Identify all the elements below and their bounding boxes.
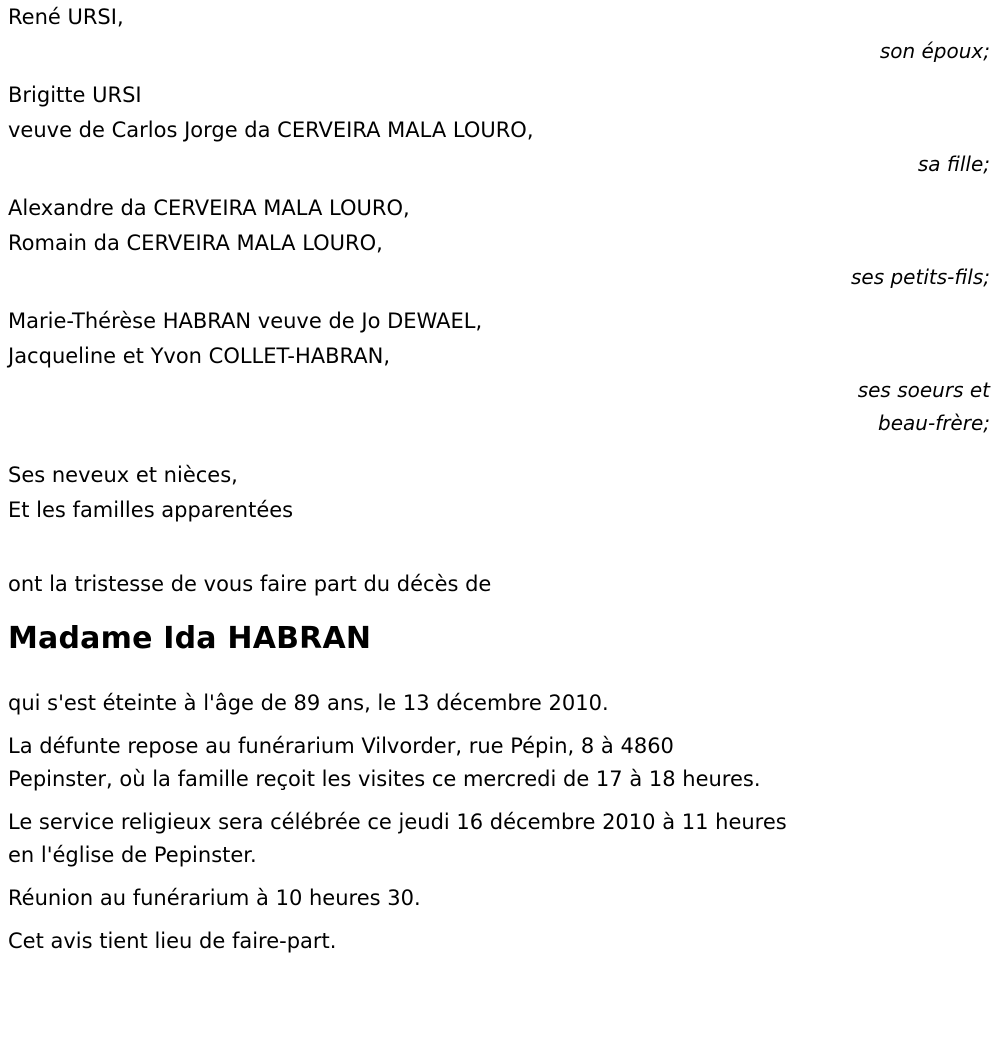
family-member-name: Ses neveux et nièces, <box>8 463 238 487</box>
family-member-name: veuve de Carlos Jorge da CERVEIRA MALA LOURO, <box>8 118 534 142</box>
family-member-name: René URSI, <box>8 5 124 29</box>
family-member-name: Brigitte URSI <box>8 83 142 107</box>
deceased-name: Madame Ida HABRAN <box>8 621 372 656</box>
spacer <box>0 528 1000 568</box>
spacer <box>0 915 1000 925</box>
family-group-others <box>0 458 1000 528</box>
funeral-home-info-continued: Pepinster, où la famille reçoit les visites ce mercredi de 17 à 18 heures. <box>8 767 761 791</box>
spacer <box>0 68 1000 78</box>
relation-label: ses soeurs et <box>857 378 990 402</box>
spacer <box>0 440 1000 458</box>
meeting-info: Réunion au funérarium à 10 heures 30. <box>8 886 421 910</box>
spacer <box>0 796 1000 806</box>
spacer <box>0 659 1000 687</box>
family-group-spouse <box>0 0 1000 68</box>
spacer <box>0 872 1000 882</box>
funeral-home-info: La défunte repose au funérarium Vilvorder, rue Pépin, 8 à 4860 <box>8 734 674 758</box>
relation-label: son époux; <box>879 39 990 63</box>
religious-service-info-continued: en l'église de Pepinster. <box>8 843 257 867</box>
family-group-daughter <box>0 78 1000 181</box>
religious-service-info: Le service religieux sera célébrée ce jeudi 16 décembre 2010 à 11 heures <box>8 810 787 834</box>
family-member-name: Jacqueline et Yvon COLLET-HABRAN, <box>8 344 391 368</box>
family-member-name: Alexandre da CERVEIRA MALA LOURO, <box>8 196 410 220</box>
spacer <box>0 720 1000 730</box>
spacer <box>0 294 1000 304</box>
family-group-grandsons <box>0 191 1000 294</box>
relation-label: sa fille; <box>917 152 990 176</box>
announcement-text: ont la tristesse de vous faire part du décès de <box>8 572 492 596</box>
family-member-name: Marie-Thérèse HABRAN veuve de Jo DEWAEL, <box>8 309 483 333</box>
relation-label: ses petits-fils; <box>850 265 990 289</box>
spacer <box>0 601 1000 619</box>
family-member-name: Romain da CERVEIRA MALA LOURO, <box>8 231 383 255</box>
spacer <box>0 181 1000 191</box>
family-group-sisters <box>0 304 1000 440</box>
death-info: qui s'est éteinte à l'âge de 89 ans, le 13 décembre 2010. <box>8 691 609 715</box>
closing-note: Cet avis tient lieu de faire-part. <box>8 929 337 953</box>
family-member-name: Et les familles apparentées <box>8 498 294 522</box>
relation-label-continued: beau-frère; <box>878 411 990 435</box>
